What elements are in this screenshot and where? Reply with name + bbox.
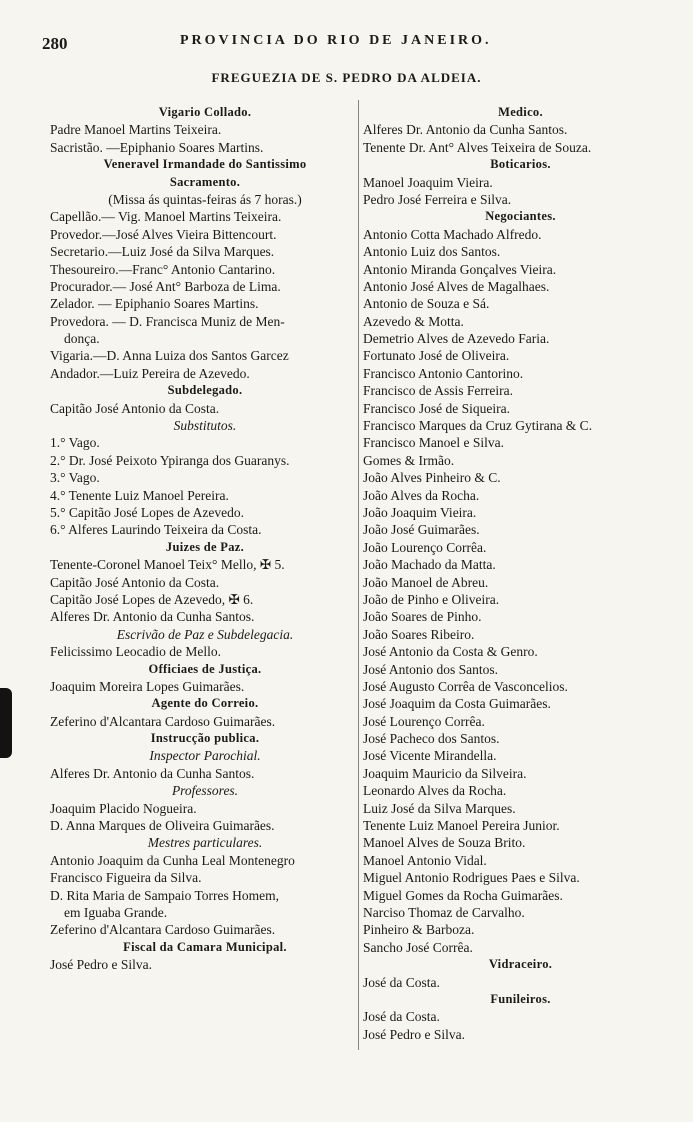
entry-line: Tenente Dr. Ant° Alves Teixeira de Souza. bbox=[363, 139, 592, 155]
entry-line: José Antonio da Costa & Genro. bbox=[363, 644, 538, 660]
page-number: 280 bbox=[42, 34, 68, 53]
entry-line: Miguel Antonio Rodrigues Paes e Silva. bbox=[363, 870, 580, 886]
entry-line: Miguel Gomes da Rocha Guimarães. bbox=[363, 887, 563, 903]
entry-line: Capitão José Antonio da Costa. bbox=[50, 400, 220, 416]
entry-line: Azevedo & Motta. bbox=[363, 313, 464, 329]
entry-line: João de Pinho e Oliveira. bbox=[363, 591, 500, 607]
section-heading: Medico. bbox=[498, 105, 543, 119]
entry-line: Sacristão. —Epiphanio Soares Martins. bbox=[50, 139, 264, 155]
subsection-heading: Professores. bbox=[171, 783, 239, 799]
entry-line: Francisco Figueira da Silva. bbox=[50, 870, 202, 886]
entry-line: Zelador. — Epiphanio Soares Martins. bbox=[50, 296, 259, 312]
section-heading: Juizes de Paz. bbox=[165, 539, 245, 554]
entry-line: 4.° Tenente Luiz Manoel Pereira. bbox=[50, 487, 229, 503]
entry-line: José Lourenço Corrêa. bbox=[363, 713, 485, 729]
entry-line: Capitão José Lopes de Azevedo, ✠ 6. bbox=[50, 591, 254, 607]
entry-line: José Vicente Mirandella. bbox=[363, 748, 497, 764]
entry-line: José Joaquim da Costa Guimarães. bbox=[363, 696, 551, 712]
entry-line: Francisco Antonio Cantorino. bbox=[363, 365, 524, 381]
entry-line: José Antonio dos Santos. bbox=[363, 661, 499, 677]
entry-line: Capellão.— Vig. Manoel Martins Teixeira. bbox=[50, 209, 282, 225]
entry-line: Andador.—Luiz Pereira de Azevedo. bbox=[50, 365, 250, 381]
entry-line: Gomes & Irmão. bbox=[363, 452, 455, 468]
entry-line: João Lourenço Corrêa. bbox=[363, 539, 487, 555]
entry-line: Pedro José Ferreira e Silva. bbox=[363, 191, 512, 207]
entry-line: Manoel Antonio Vidal. bbox=[363, 852, 487, 868]
entry-line: Fortunato José de Oliveira. bbox=[363, 348, 510, 364]
subsection-heading: Inspector Parochial. bbox=[149, 748, 261, 764]
entry-line: José Augusto Corrêa de Vasconcelios. bbox=[363, 678, 568, 694]
entry-line: Procurador.— José Ant° Barboza de Lima. bbox=[50, 278, 281, 294]
entry-line: Luiz José da Silva Marques. bbox=[363, 800, 516, 816]
left-column bbox=[50, 104, 360, 974]
entry-line: Zeferino d'Alcantara Cardoso Guimarães. bbox=[50, 922, 276, 938]
subsection-heading: Substitutos. bbox=[173, 418, 237, 434]
entry-line: João Joaquim Vieira. bbox=[363, 504, 477, 520]
entry-line: Francisco José de Siqueira. bbox=[363, 400, 510, 416]
section-heading: Negociantes. bbox=[485, 209, 556, 224]
subsection-heading: Mestres particulares. bbox=[147, 835, 263, 851]
section-heading: Boticarios. bbox=[490, 157, 551, 172]
entry-line: Felicissimo Leocadio de Mello. bbox=[50, 644, 221, 660]
entry-line: Alferes Dr. Antonio da Cunha Santos. bbox=[50, 609, 255, 625]
entry-line: 1.° Vago. bbox=[50, 435, 100, 451]
ink-smudge bbox=[0, 688, 12, 758]
section-heading: Sacramento. bbox=[169, 174, 241, 189]
entry-line: 5.° Capitão José Lopes de Azevedo. bbox=[50, 504, 244, 520]
entry-line: Tenente-Coronel Manoel Teix° Mello, ✠ 5. bbox=[50, 557, 285, 573]
entry-line: Francisco Marques da Cruz Gytirana & C. bbox=[363, 418, 593, 434]
entry-line: João Machado da Matta. bbox=[363, 557, 496, 573]
entry-line: Antonio de Souza e Sá. bbox=[363, 296, 490, 312]
entry-line: Antonio Luiz dos Santos. bbox=[363, 244, 501, 260]
entry-line: Alferes Dr. Antonio da Cunha Santos. bbox=[50, 765, 255, 781]
entry-line: José da Costa. bbox=[363, 1009, 440, 1025]
section-heading: Veneravel Irmandade do Santissimo bbox=[103, 157, 307, 172]
entry-line: Leonardo Alves da Rocha. bbox=[363, 783, 507, 799]
entry-line: João Alves da Rocha. bbox=[363, 487, 480, 503]
entry-line: João Manoel de Abreu. bbox=[363, 574, 489, 590]
entry-line: Padre Manoel Martins Teixeira. bbox=[50, 122, 222, 138]
section-heading: Vigario Collado. bbox=[158, 105, 252, 119]
running-title: PROVINCIA DO RIO DE JANEIRO. bbox=[180, 33, 492, 48]
entry-line: José da Costa. bbox=[363, 974, 440, 990]
entry-line: João José Guimarães. bbox=[363, 522, 480, 538]
entry-line: Provedor.—José Alves Vieira Bittencourt. bbox=[50, 226, 277, 242]
right-column bbox=[363, 104, 678, 1043]
entry-line: Joaquim Placido Nogueira. bbox=[50, 800, 197, 816]
entry-line: Provedora. — D. Francisca Muniz de Men- bbox=[50, 313, 285, 329]
entry-line: Demetrio Alves de Azevedo Faria. bbox=[363, 331, 550, 347]
entry-line: Antonio Cotta Machado Alfredo. bbox=[363, 226, 542, 242]
section-heading: Agente do Correio. bbox=[151, 696, 259, 711]
entry-line: D. Rita Maria de Sampaio Torres Homem, bbox=[50, 887, 280, 903]
note-line: (Missa ás quintas-feiras ás 7 horas.) bbox=[108, 191, 302, 207]
entry-line: José Pedro e Silva. bbox=[50, 957, 152, 973]
entry-line: Francisco de Assis Ferreira. bbox=[363, 383, 513, 399]
section-heading: Instrucção publica. bbox=[150, 731, 260, 746]
subsection-heading: Escrivão de Paz e Subdelegacia. bbox=[116, 626, 294, 642]
entry-line: Manoel Joaquim Vieira. bbox=[363, 174, 493, 190]
entry-line: José Pedro e Silva. bbox=[363, 1026, 465, 1042]
entry-line: Sancho José Corrêa. bbox=[363, 939, 473, 955]
entry-line: João Alves Pinheiro & C. bbox=[363, 470, 501, 486]
entry-line: Tenente Luiz Manoel Pereira Junior. bbox=[363, 818, 560, 834]
entry-line: Vigaria.—D. Anna Luiza dos Santos Garcez bbox=[50, 348, 289, 364]
entry-line: Antonio Miranda Gonçalves Vieira. bbox=[363, 261, 557, 277]
entry-line: Joaquim Moreira Lopes Guimarães. bbox=[50, 678, 245, 694]
continuation-line: donça. bbox=[64, 331, 100, 347]
entry-line: 3.° Vago. bbox=[50, 470, 100, 486]
entry-line: 6.° Alferes Laurindo Teixeira da Costa. bbox=[50, 522, 262, 538]
section-heading: Subdelegado. bbox=[167, 383, 243, 398]
entry-line: João Soares de Pinho. bbox=[363, 609, 482, 625]
entry-line: Pinheiro & Barboza. bbox=[363, 922, 475, 938]
entry-line: Thesoureiro.—Franc° Antonio Cantarino. bbox=[50, 261, 276, 277]
entry-line: 2.° Dr. José Peixoto Ypiranga dos Guaranys. bbox=[50, 452, 290, 468]
section-heading: Funileiros. bbox=[490, 991, 551, 1006]
entry-line: Zeferino d'Alcantara Cardoso Guimarães. bbox=[50, 713, 276, 729]
entry-line: Antonio José Alves de Magalhaes. bbox=[363, 278, 550, 294]
entry-line: Narciso Thomaz de Carvalho. bbox=[363, 904, 525, 920]
entry-line: D. Anna Marques de Oliveira Guimarães. bbox=[50, 818, 275, 834]
entry-line: Secretario.—Luiz José da Silva Marques. bbox=[50, 244, 275, 260]
entry-line: Capitão José Antonio da Costa. bbox=[50, 574, 220, 590]
entry-line: Antonio Joaquim da Cunha Leal Montenegro bbox=[50, 852, 295, 868]
section-title: FREGUEZIA DE S. PEDRO DA ALDEIA. bbox=[211, 70, 482, 85]
section-heading: Vidraceiro. bbox=[488, 957, 553, 972]
entry-line: Alferes Dr. Antonio da Cunha Santos. bbox=[363, 122, 568, 138]
section-heading: Officiaes de Justiça. bbox=[148, 661, 262, 676]
entry-line: Francisco Manoel e Silva. bbox=[363, 435, 504, 451]
section-heading: Fiscal da Camara Municipal. bbox=[123, 939, 287, 954]
entry-line: Joaquim Mauricio da Silveira. bbox=[363, 765, 527, 781]
entry-line: Manoel Alves de Souza Brito. bbox=[363, 835, 526, 851]
entry-line: João Soares Ribeiro. bbox=[363, 626, 475, 642]
continuation-line: em Iguaba Grande. bbox=[64, 904, 168, 920]
entry-line: José Pacheco dos Santos. bbox=[363, 731, 500, 747]
